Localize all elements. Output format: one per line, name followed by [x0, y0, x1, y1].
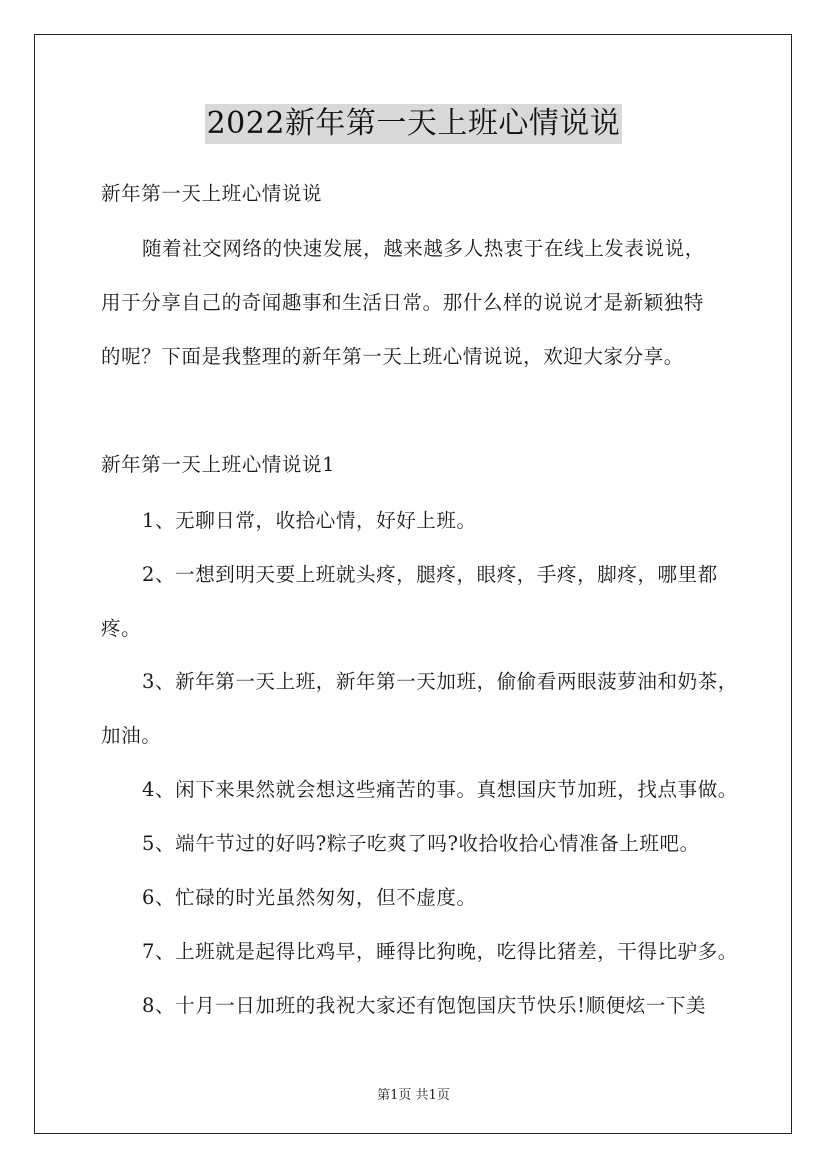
list-item: 3、新年第一天上班，新年第一天加班，偷偷看两眼菠萝油和奶茶， — [142, 670, 738, 693]
intro-heading: 新年第一天上班心情说说 — [101, 182, 323, 205]
list-item-continuation: 加油。 — [101, 724, 162, 747]
paragraph-line: 的呢？下面是我整理的新年第一天上班心情说说，欢迎大家分享。 — [101, 345, 684, 368]
title-container — [0, 104, 827, 144]
list-item-continuation: 疼。 — [101, 617, 142, 640]
list-item: 5、端午节过的好吗?粽子吃爽了吗?收拾收拾心情准备上班吧。 — [142, 832, 700, 855]
list-item: 6、忙碌的时光虽然匆匆，但不虚度。 — [142, 886, 477, 909]
document-title: 2022新年第一天上班心情说说 — [205, 104, 623, 144]
list-item: 7、上班就是起得比鸡早，睡得比狗晚，吃得比猪差，干得比驴多。 — [142, 940, 738, 963]
paragraph-line: 用于分享自己的奇闻趣事和生活日常。那什么样的说说才是新颖独特 — [101, 291, 705, 314]
list-item: 2、一想到明天要上班就头疼，腿疼，眼疼，手疼，脚疼，哪里都 — [142, 563, 718, 586]
paragraph-line: 随着社交网络的快速发展，越来越多人热衷于在线上发表说说， — [142, 237, 705, 260]
list-item: 4、闲下来果然就会想这些痛苦的事。真想国庆节加班，找点事做。 — [142, 778, 738, 801]
list-item: 8、十月一日加班的我祝大家还有饱饱国庆节快乐!顺便炫一下美 — [142, 994, 707, 1017]
list-item: 1、无聊日常，收拾心情，好好上班。 — [142, 509, 477, 532]
page-footer: 第1页 共1页 — [377, 1088, 450, 1103]
section-heading: 新年第一天上班心情说说1 — [101, 453, 336, 476]
